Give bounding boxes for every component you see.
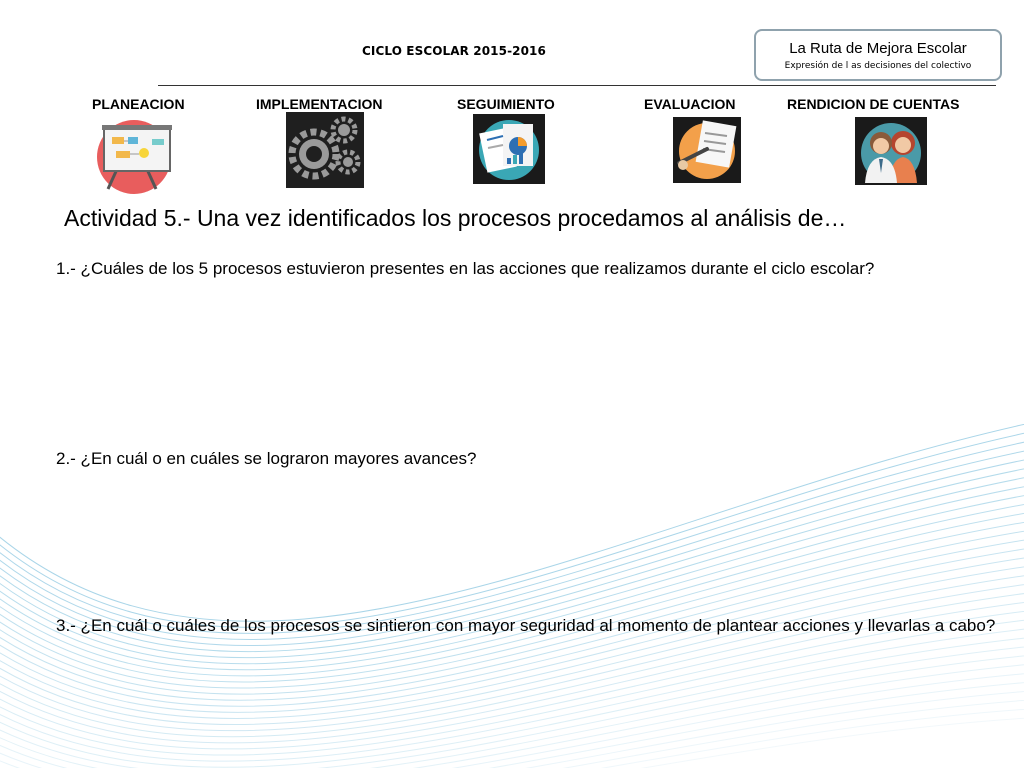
wave-line bbox=[0, 618, 1024, 755]
ruta-mejora-box bbox=[754, 29, 1002, 81]
ruta-mejora-title: La Ruta de Mejora Escolar bbox=[789, 40, 967, 57]
step-label-planeacion: PLANEACION bbox=[92, 96, 185, 112]
presentation-board-icon bbox=[94, 117, 176, 195]
question-1: 1.- ¿Cuáles de los 5 procesos estuvieron presentes en las acciones que realizamos durante el ciclo escolar? bbox=[56, 259, 875, 278]
header-divider bbox=[158, 85, 996, 86]
step-label-evaluacion: EVALUACION bbox=[644, 96, 736, 112]
wave-line bbox=[0, 447, 1024, 639]
activity-title: Actividad 5.- Una vez identificados los procesos procedamos al análisis de… bbox=[64, 205, 847, 231]
wave-line bbox=[0, 690, 1024, 768]
step-label-rendicion: RENDICION DE CUENTAS bbox=[787, 96, 960, 112]
wave-line bbox=[0, 717, 1024, 768]
question-2: 2.- ¿En cuál o en cuáles se lograron mayores avances? bbox=[56, 449, 477, 468]
people-icon bbox=[855, 117, 927, 185]
ruta-mejora-subtitle: Expresión de l as decisiones del colectivo bbox=[784, 61, 972, 71]
reports-charts-icon bbox=[473, 114, 545, 184]
step-label-implementacion: IMPLEMENTACION bbox=[256, 96, 383, 112]
checklist-pen-icon bbox=[673, 117, 741, 183]
wave-line bbox=[0, 591, 1024, 737]
step-label-seguimiento: SEGUIMIENTO bbox=[457, 96, 555, 112]
gears-icon bbox=[286, 112, 364, 188]
wave-line bbox=[0, 663, 1024, 768]
school-cycle-heading: CICLO ESCOLAR 2015-2016 bbox=[362, 44, 546, 58]
question-3: 3.- ¿En cuál o cuáles de los procesos se sintieron con mayor seguridad al momento de plantear acciones y llevarlas a cabo? bbox=[56, 616, 996, 635]
wave-line bbox=[0, 582, 1024, 731]
wave-line bbox=[0, 672, 1024, 768]
